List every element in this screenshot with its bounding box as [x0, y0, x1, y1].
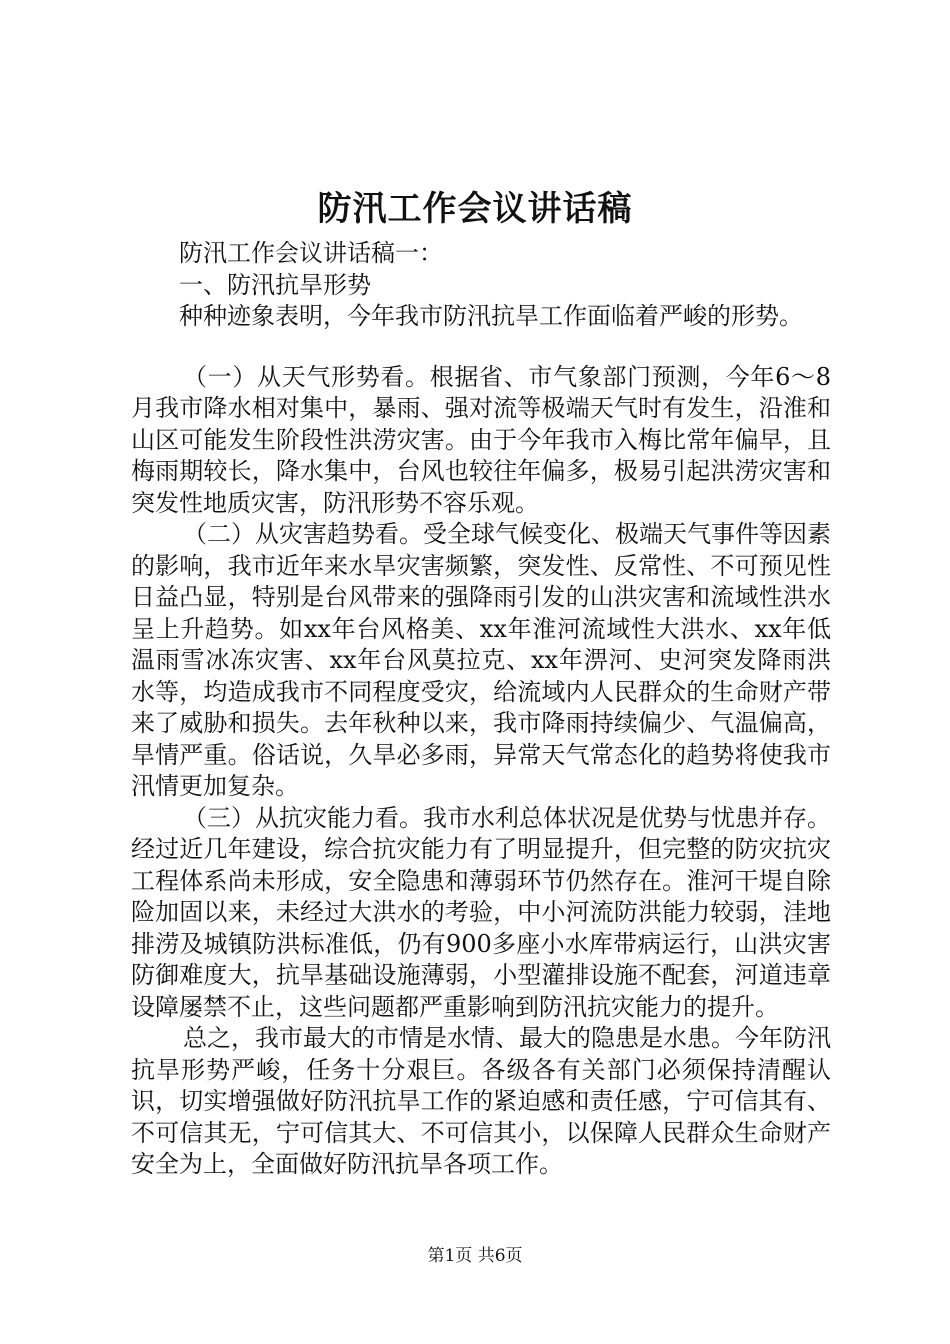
section-heading-intro: 防汛工作会议讲话稿一：	[179, 239, 443, 267]
page-number-footer: 第1页 共6页	[427, 1246, 523, 1266]
document-title: 防汛工作会议讲话稿	[317, 189, 633, 229]
section-heading-situation: 一、防汛抗旱形势	[179, 270, 371, 299]
paragraph-disaster-trend: （二）从灾害趋势看。受全球气候变化、极端天气事件等因素的影响，我市近年来水旱灾害频繁，突发性、反常性、不可预见性日益凸显，特别是台风带来的强降雨引发的山洪灾害和流域性洪水呈上升趋势。如xx年台风格美、xx年淮河流域性大洪水、xx年低温雨雪冰冻灾害、xx年台风莫拉克、xx年淠河、史河突发降雨洪水等，均造成我市不同程度受灾，给流域内人民群众的生命财产带来了威胁和损失。去年秋种以来，我市降雨持续偏少、气温偏高，旱情严重。俗话说，久旱必多雨，异常天气常态化的趋势将使我市汛情更加复杂。	[131, 520, 831, 800]
document-body	[131, 238, 831, 1181]
paragraph-weather: （一）从天气形势看。根据省、市气象部门预测，今年6～8月我市降水相对集中，暴雨、强对流等极端天气时有发生，沿淮和山区可能发生阶段性洪涝灾害。由于今年我市入梅比常年偏早，且梅雨期较长，降水集中，台风也较往年偏多，极易引起洪涝灾害和突发性地质灾害，防汛形势不容乐观。	[131, 362, 831, 517]
paragraph-conclusion: 总之，我市最大的市情是水情、最大的隐患是水患。今年防汛抗旱形势严峻，任务十分艰巨。各级各有关部门必须保持清醒认识，切实增强做好防汛抗旱工作的紧迫感和责任感，宁可信其有、不可信其无，宁可信其大、不可信其小，以保障人民群众生命财产安全为上，全面做好防汛抗旱各项工作。	[131, 1024, 831, 1178]
paragraph-summary: 种种迹象表明，今年我市防汛抗旱工作面临着严峻的形势。	[179, 302, 803, 330]
paragraph-capacity: （三）从抗灾能力看。我市水利总体状况是优势与忧患并存。经过近几年建设，综合抗灾能力有了明显提升，但完整的防灾抗灾工程体系尚未形成，安全隐患和薄弱环节仍然存在。淮河干堤自除险加固以来，未经过大洪水的考验，中小河流防洪能力较弱，洼地排涝及城镇防洪标准低，仍有900多座小水库带病运行，山洪灾害防御难度大，抗旱基础设施薄弱，小型灌排设施不配套，河道违章设障屡禁不止，这些问题都严重影响到防汛抗灾能力的提升。	[131, 803, 831, 1021]
